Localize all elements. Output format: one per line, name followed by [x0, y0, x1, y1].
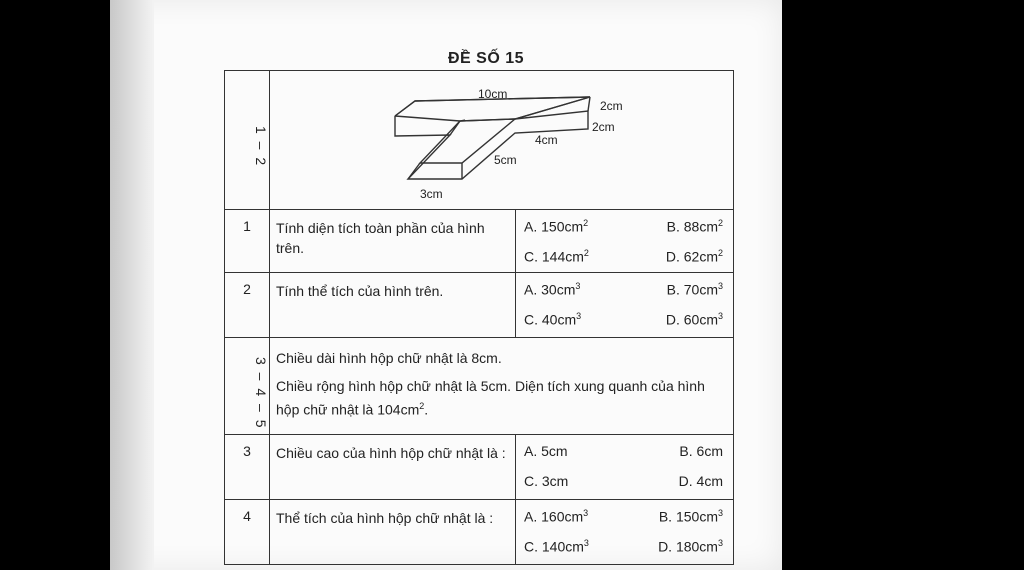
context-range-label: 3 – 4 – 5 [225, 338, 270, 434]
answer-options [516, 210, 733, 272]
option-c[interactable]: C. $140cm^3$ [524, 538, 589, 555]
context-line-2: Chiều rộng hình hộp chữ nhật là 5cm. Diện tích xung quanh của hình hộp chữ nhật là $104cm^2$. [276, 378, 705, 418]
option-c[interactable]: C. $144cm^2$ [524, 248, 589, 265]
page-edge-shadow [110, 0, 154, 570]
question-row [225, 272, 733, 337]
context-text [270, 338, 733, 434]
question-number: 4 [225, 500, 270, 564]
answer-options [516, 435, 733, 499]
label-2cm-side: 2cm [592, 120, 615, 134]
question-row [225, 434, 733, 499]
label-2cm-top: 2cm [600, 99, 623, 113]
context-row [225, 337, 733, 434]
label-10cm: 10cm [478, 87, 508, 101]
question-text: Thể tích của hình hộp chữ nhật là : [270, 500, 516, 564]
label-4cm: 4cm [535, 133, 558, 147]
figure-row [225, 71, 733, 209]
question-number: 2 [225, 273, 270, 337]
option-d[interactable]: D. 4cm [678, 473, 723, 489]
answer-options [516, 273, 733, 337]
question-text: Tính thể tích của hình trên. [270, 273, 516, 337]
option-a[interactable]: A. 5cm [524, 443, 568, 459]
option-b[interactable]: B. 6cm [679, 443, 723, 459]
option-c[interactable]: C. $40cm^3$ [524, 311, 582, 328]
question-text: Chiều cao của hình hộp chữ nhật là : [270, 435, 516, 499]
option-a[interactable]: A. $160cm^3$ [524, 508, 589, 525]
context-line-1: Chiều dài hình hộp chữ nhật là 8cm. [276, 350, 502, 366]
page-title: ĐỀ SỐ 15 [448, 50, 525, 67]
option-d[interactable]: D. $62cm^2$ [665, 248, 723, 265]
option-a[interactable]: A. $150cm^2$ [524, 218, 589, 235]
answer-options [516, 500, 733, 564]
option-a[interactable]: A. $30cm^3$ [524, 281, 581, 298]
label-5cm: 5cm [494, 153, 517, 167]
option-b[interactable]: B. $70cm^3$ [666, 281, 723, 298]
option-b[interactable]: B. $88cm^2$ [666, 218, 723, 235]
option-d[interactable]: D. $60cm^3$ [665, 311, 723, 328]
question-row [225, 209, 733, 272]
question-text: Tính diện tích toàn phần của hình trên. [270, 210, 516, 272]
figure-range-label: 1 – 2 [225, 71, 270, 209]
t-shape-figure [270, 71, 733, 209]
question-number: 1 [225, 210, 270, 272]
label-3cm: 3cm [420, 187, 443, 201]
option-d[interactable]: D. $180cm^3$ [658, 538, 723, 555]
option-c[interactable]: C. 3cm [524, 473, 569, 489]
exercise-table [224, 70, 734, 565]
option-b[interactable]: B. $150cm^3$ [658, 508, 723, 525]
question-number: 3 [225, 435, 270, 499]
question-row [225, 499, 733, 564]
document-page [110, 0, 782, 570]
